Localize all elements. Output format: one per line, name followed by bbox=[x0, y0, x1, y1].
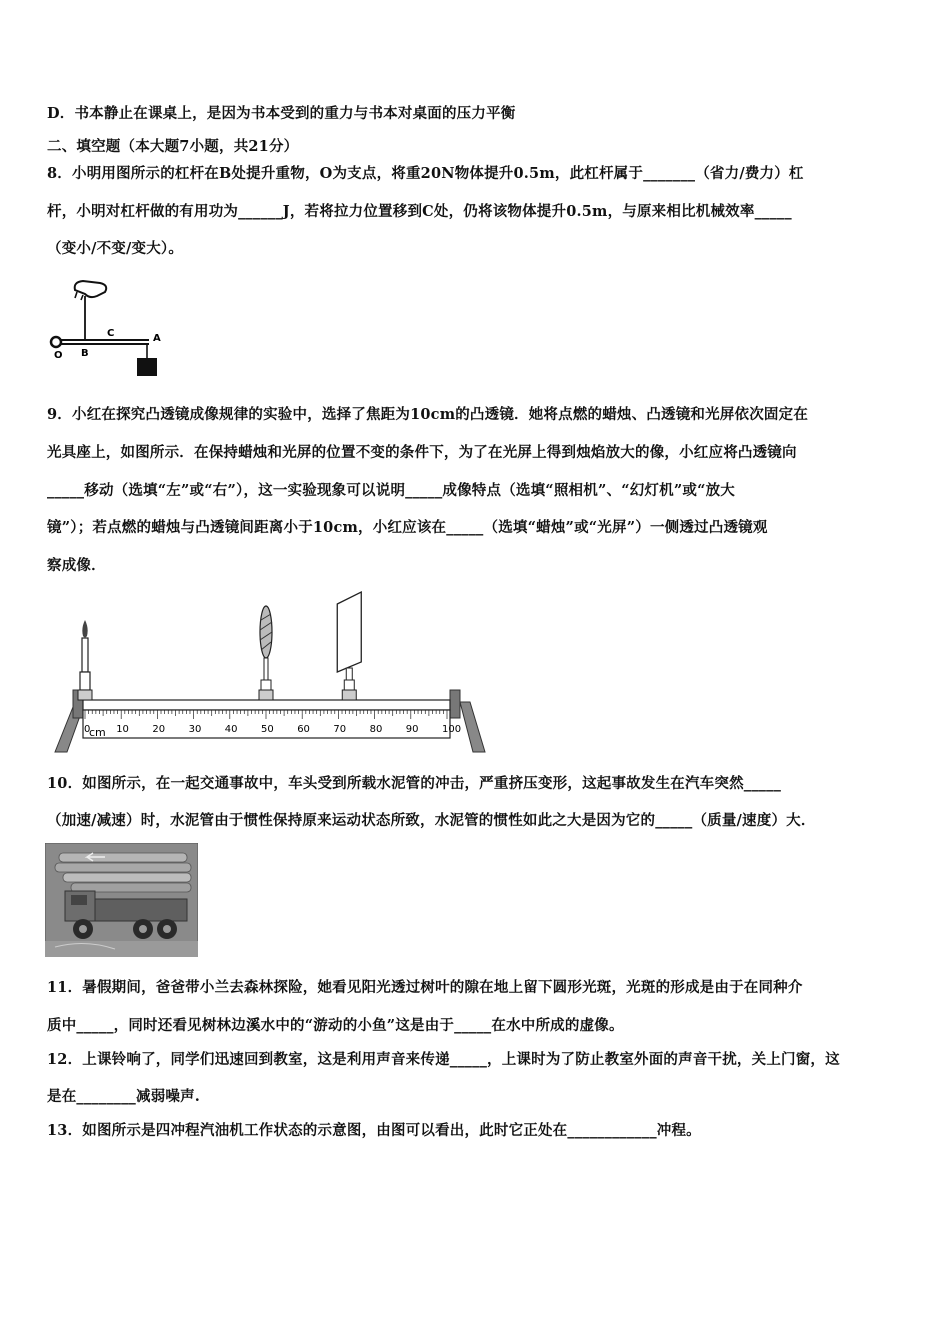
q13-line1: 13．如图所示是四冲程汽油机工作状态的示意图，由图可以看出，此时它正处在____________冲程。 bbox=[47, 1122, 701, 1139]
convex-lens bbox=[259, 606, 273, 700]
ruler-tick-label: 20 bbox=[152, 724, 166, 735]
q9-line3: _____移动（选填“左”或“右”），这一实验现象可以说明_____成像特点（选填“照相机”、“幻灯机”或“放大 bbox=[47, 482, 736, 499]
section-title: 二、填空题（本大题7小题，共21分） bbox=[47, 138, 299, 155]
q8-line3: （变小/不变/变大）。 bbox=[47, 240, 184, 257]
q10-line2: （加速/减速）时，水泥管由于惯性保持原来运动状态所致，水泥管的惯性如此之大是因为它的_____（质量/速度）大． bbox=[47, 812, 816, 829]
hand-icon bbox=[75, 281, 107, 297]
label-b: B bbox=[81, 348, 89, 359]
ruler-tick-label: 50 bbox=[261, 724, 274, 735]
ruler-tick-label: 80 bbox=[369, 724, 383, 735]
q8-line2: 杆，小明对杠杆做的有用功为______J，若将拉力位置移到C处，仍将该物体提升0.5m，与原来相比机械效率_____ bbox=[47, 203, 792, 220]
q7-option-d: D．书本静止在课桌上，是因为书本受到的重力与书本对桌面的压力平衡 bbox=[47, 105, 516, 122]
ruler-tick-label: 60 bbox=[297, 724, 310, 735]
q12-line2: 是在________减弱噪声. bbox=[47, 1088, 201, 1105]
label-c: C bbox=[107, 328, 115, 339]
q9-line4: 镜”）；若点燃的蜡烛与凸透镜间距离小于10cm，小红应该在_____（选填“蜡烛”或“光屏”）一侧透过凸透镜观 bbox=[47, 519, 768, 536]
lever-figure bbox=[45, 272, 175, 382]
ruler-tick-label: 10 bbox=[116, 724, 129, 735]
truck-accident-photo bbox=[45, 843, 198, 957]
light-screen bbox=[337, 592, 361, 700]
ruler-tick-label: 30 bbox=[188, 724, 202, 735]
q12-line1: 12．上课铃响了，同学们迅速回到教室，这是利用声音来传递_____，上课时为了防止教室外面的声音干扰，关上门窗，这 bbox=[47, 1051, 840, 1068]
candle bbox=[78, 620, 92, 700]
optical-bench-figure bbox=[45, 590, 490, 760]
q9-line5: 察成像． bbox=[47, 557, 106, 574]
ruler-tick-label: 40 bbox=[224, 724, 238, 735]
ruler-tick-label: 70 bbox=[333, 724, 347, 735]
weight-block bbox=[137, 358, 157, 376]
ruler-unit: cm bbox=[89, 726, 106, 739]
pivot-icon bbox=[51, 337, 61, 347]
q11-line2: 质中_____，同时还看见树林边溪水中的“游动的小鱼”这是由于_____在水中所成的虚像。 bbox=[47, 1017, 624, 1034]
ruler-tick-label: 0 bbox=[84, 724, 91, 735]
ruler-tick-label: 90 bbox=[405, 724, 419, 735]
label-o: O bbox=[54, 350, 63, 361]
q9-line2: 光具座上，如图所示．在保持蜡烛和光屏的位置不变的条件下，为了在光屏上得到烛焰放大的像，小红应将凸透镜向 bbox=[47, 444, 797, 461]
q11-line1: 11．暑假期间，爸爸带小兰去森林探险，她看见阳光透过树叶的隙在地上留下圆形光斑，光斑的形成是由于在同种介 bbox=[47, 979, 803, 996]
q8-line1: 8．小明用图所示的杠杆在B处提升重物，O为支点，将重20N物体提升0.5m，此杠杆属于_______（省力/费力）杠 bbox=[47, 165, 804, 182]
ruler-tick-label: 100 bbox=[442, 724, 462, 735]
label-a: A bbox=[153, 333, 161, 344]
q10-line1: 10．如图所示，在一起交通事故中，车头受到所载水泥管的冲击，严重挤压变形，这起事故发生在汽车突然_____ bbox=[47, 775, 782, 792]
q9-line1: 9．小红在探究凸透镜成像规律的实验中，选择了焦距为10cm的凸透镜．她将点燃的蜡烛、凸透镜和光屏依次固定在 bbox=[47, 406, 809, 423]
